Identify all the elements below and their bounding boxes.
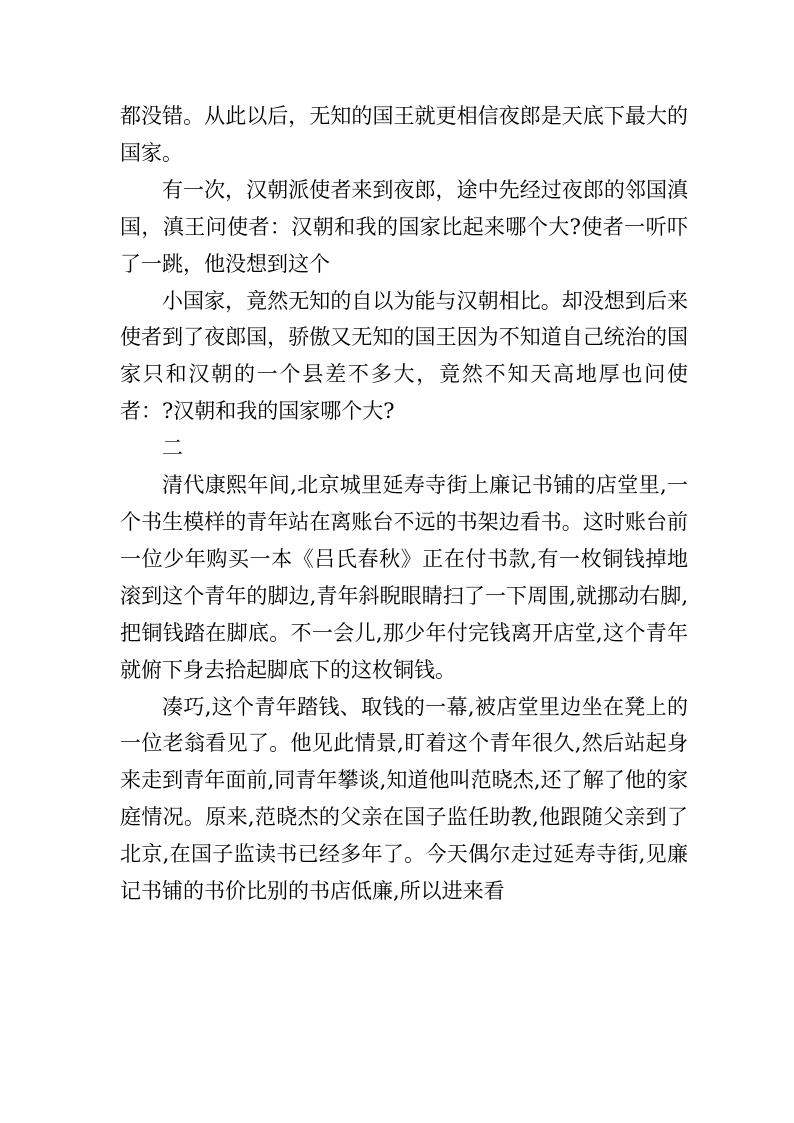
paragraph-5: 凑巧,这个青年踏钱、取钱的一幕,被店堂里边坐在凳上的一位老翁看见了。他见此情景,盯着这个青年很久,然后站起身来走到青年面前,同青年攀谈,知道他叫范晓杰,还了解了他的家庭情况。原来,范晓杰的父亲在国子监任助教,他跟随父亲到了北京,在国子监读书已经多年了。今天偶尔走过延寿寺街,见廉记书铺的书价比别的书店低廉,所以进来看 — [120, 694, 688, 904]
document-body — [120, 98, 688, 910]
paragraph-2: 有一次，汉朝派使者来到夜郎，途中先经过夜郎的邻国滇国，滇王问使者：汉朝和我的国家比起来哪个大?使者一听吓了一跳，他没想到这个 — [120, 177, 688, 276]
paragraph-3: 小国家，竟然无知的自以为能与汉朝相比。却没想到后来使者到了夜郎国，骄傲又无知的国王因为不知道自己统治的国家只和汉朝的一个县差不多大，竟然不知天高地厚也问使者：?汉朝和我的国家哪个大? — [120, 288, 688, 424]
paragraph-4: 清代康熙年间,北京城里延寿寺街上廉记书铺的店堂里,一个书生模样的青年站在离账台不远的书架边看书。这时账台前一位少年购买一本《吕氏春秋》正在付书款,有一枚铜钱掉地滚到这个青年的脚边,青年斜睨眼睛扫了一下周围,就挪动右脚,把铜钱踏在脚底。不一会儿,那少年付完钱离开店堂,这个青年就俯下身去拾起脚底下的这枚铜钱。 — [120, 473, 688, 682]
section-number: 二 — [162, 436, 183, 461]
paragraph-1: 都没错。从此以后，无知的国王就更相信夜郎是天底下最大的国家。 — [120, 104, 688, 165]
